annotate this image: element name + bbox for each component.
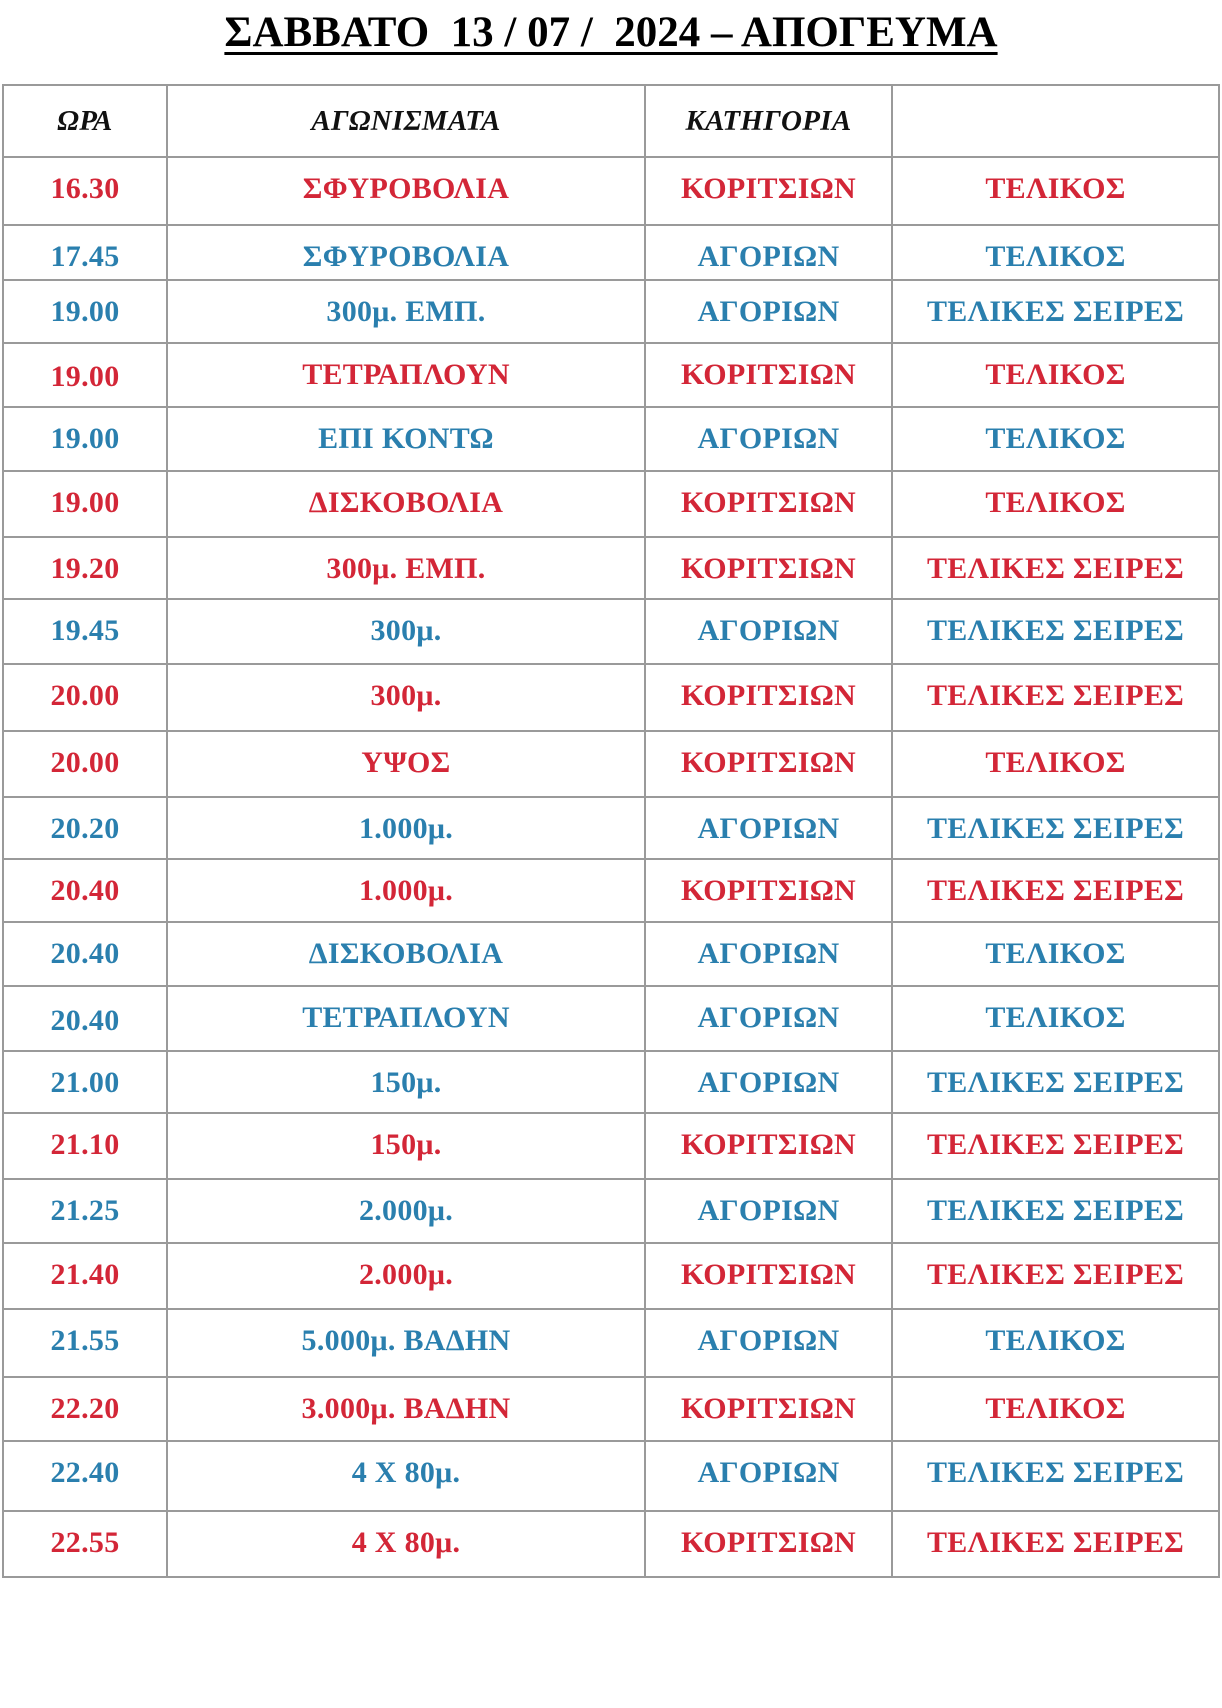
cell-event: 1.000μ.: [167, 797, 645, 859]
cell-event: 150μ.: [167, 1113, 645, 1179]
cell-category: ΑΓΟΡΙΩΝ: [645, 1441, 892, 1511]
page-title-text: ΣΑΒΒΑΤΟ 13 / 07 / 2024 – ΑΠΟΓΕΥΜΑ: [224, 9, 998, 56]
cell-time: 20.40: [3, 922, 167, 986]
table-row: [3, 859, 1219, 922]
table-row: [3, 280, 1219, 343]
header-phase: [892, 85, 1219, 157]
cell-category: ΑΓΟΡΙΩΝ: [645, 986, 892, 1051]
cell-category: ΚΟΡΙΤΣΙΩΝ: [645, 859, 892, 922]
cell-category: ΑΓΟΡΙΩΝ: [645, 280, 892, 343]
cell-category: ΑΓΟΡΙΩΝ: [645, 225, 892, 280]
cell-time: 22.40: [3, 1441, 167, 1511]
cell-event: 300μ. ΕΜΠ.: [167, 537, 645, 599]
cell-phase: ΤΕΛΙΚΕΣ ΣΕΙΡΕΣ: [892, 1051, 1219, 1113]
cell-event: 2.000μ.: [167, 1243, 645, 1309]
cell-phase: ΤΕΛΙΚΕΣ ΣΕΙΡΕΣ: [892, 599, 1219, 664]
cell-category: ΚΟΡΙΤΣΙΩΝ: [645, 343, 892, 407]
cell-time: 16.30: [3, 157, 167, 225]
cell-time: 21.00: [3, 1051, 167, 1113]
table-row: [3, 225, 1219, 280]
cell-event: 5.000μ. ΒΑΔΗΝ: [167, 1309, 645, 1377]
cell-category: ΑΓΟΡΙΩΝ: [645, 1051, 892, 1113]
table-row: [3, 1441, 1219, 1511]
cell-time: 21.10: [3, 1113, 167, 1179]
cell-phase: ΤΕΛΙΚΕΣ ΣΕΙΡΕΣ: [892, 1243, 1219, 1309]
cell-time: 19.45: [3, 599, 167, 664]
cell-event: 300μ. ΕΜΠ.: [167, 280, 645, 343]
header-time: ΩΡΑ: [3, 85, 167, 157]
cell-phase: ΤΕΛΙΚΕΣ ΣΕΙΡΕΣ: [892, 1441, 1219, 1511]
cell-event: ΣΦΥΡΟΒΟΛΙΑ: [167, 225, 645, 280]
cell-event: ΤΕΤΡΑΠΛΟΥΝ: [167, 343, 645, 407]
cell-time: 17.45: [3, 225, 167, 280]
cell-event: ΤΕΤΡΑΠΛΟΥΝ: [167, 986, 645, 1051]
cell-event: ΥΨΟΣ: [167, 731, 645, 797]
cell-event: ΣΦΥΡΟΒΟΛΙΑ: [167, 157, 645, 225]
table-row: [3, 471, 1219, 537]
table-row: [3, 1243, 1219, 1309]
cell-phase: ΤΕΛΙΚΟΣ: [892, 986, 1219, 1051]
cell-category: ΚΟΡΙΤΣΙΩΝ: [645, 664, 892, 731]
cell-phase: ΤΕΛΙΚΟΣ: [892, 922, 1219, 986]
cell-category: ΚΟΡΙΤΣΙΩΝ: [645, 157, 892, 225]
cell-time: 20.20: [3, 797, 167, 859]
cell-category: ΚΟΡΙΤΣΙΩΝ: [645, 471, 892, 537]
cell-time: 20.40: [3, 986, 167, 1051]
schedule-table-header: [3, 85, 1219, 157]
cell-event: 300μ.: [167, 664, 645, 731]
cell-event: 150μ.: [167, 1051, 645, 1113]
cell-phase: ΤΕΛΙΚΟΣ: [892, 731, 1219, 797]
cell-phase: ΤΕΛΙΚΕΣ ΣΕΙΡΕΣ: [892, 1113, 1219, 1179]
cell-time: 19.20: [3, 537, 167, 599]
header-event: ΑΓΩΝΙΣΜΑΤΑ: [167, 85, 645, 157]
cell-phase: ΤΕΛΙΚΕΣ ΣΕΙΡΕΣ: [892, 280, 1219, 343]
cell-time: 22.20: [3, 1377, 167, 1441]
cell-category: ΚΟΡΙΤΣΙΩΝ: [645, 1113, 892, 1179]
cell-category: ΑΓΟΡΙΩΝ: [645, 922, 892, 986]
table-row: [3, 537, 1219, 599]
cell-time: 19.00: [3, 343, 167, 407]
cell-category: ΑΓΟΡΙΩΝ: [645, 1309, 892, 1377]
cell-time: 20.40: [3, 859, 167, 922]
cell-event: ΔΙΣΚΟΒΟΛΙΑ: [167, 471, 645, 537]
cell-phase: ΤΕΛΙΚΟΣ: [892, 407, 1219, 471]
cell-event: 4 Χ 80μ.: [167, 1511, 645, 1577]
table-row: [3, 1179, 1219, 1243]
cell-category: ΚΟΡΙΤΣΙΩΝ: [645, 731, 892, 797]
cell-phase: ΤΕΛΙΚΟΣ: [892, 157, 1219, 225]
cell-category: ΚΟΡΙΤΣΙΩΝ: [645, 537, 892, 599]
page-title: [0, 4, 1222, 62]
table-row: [3, 664, 1219, 731]
header-row: [3, 85, 1219, 157]
cell-category: ΑΓΟΡΙΩΝ: [645, 407, 892, 471]
cell-phase: ΤΕΛΙΚΟΣ: [892, 225, 1219, 280]
table-row: [3, 986, 1219, 1051]
cell-category: ΚΟΡΙΤΣΙΩΝ: [645, 1377, 892, 1441]
cell-phase: ΤΕΛΙΚΕΣ ΣΕΙΡΕΣ: [892, 1511, 1219, 1577]
table-row: [3, 797, 1219, 859]
cell-phase: ΤΕΛΙΚΕΣ ΣΕΙΡΕΣ: [892, 859, 1219, 922]
cell-event: 1.000μ.: [167, 859, 645, 922]
cell-time: 21.55: [3, 1309, 167, 1377]
cell-time: 20.00: [3, 664, 167, 731]
cell-phase: ΤΕΛΙΚΕΣ ΣΕΙΡΕΣ: [892, 664, 1219, 731]
cell-category: ΑΓΟΡΙΩΝ: [645, 599, 892, 664]
table-row: [3, 343, 1219, 407]
cell-phase: ΤΕΛΙΚΟΣ: [892, 471, 1219, 537]
cell-event: 4 Χ 80μ.: [167, 1441, 645, 1511]
cell-category: ΚΟΡΙΤΣΙΩΝ: [645, 1243, 892, 1309]
cell-phase: ΤΕΛΙΚΟΣ: [892, 343, 1219, 407]
cell-category: ΑΓΟΡΙΩΝ: [645, 797, 892, 859]
cell-time: 22.55: [3, 1511, 167, 1577]
cell-time: 20.00: [3, 731, 167, 797]
cell-time: 19.00: [3, 407, 167, 471]
cell-phase: ΤΕΛΙΚΕΣ ΣΕΙΡΕΣ: [892, 537, 1219, 599]
cell-event: ΕΠΙ ΚΟΝΤΩ: [167, 407, 645, 471]
cell-event: 300μ.: [167, 599, 645, 664]
cell-event: 3.000μ. ΒΑΔΗΝ: [167, 1377, 645, 1441]
table-row: [3, 922, 1219, 986]
table-row: [3, 1051, 1219, 1113]
cell-event: ΔΙΣΚΟΒΟΛΙΑ: [167, 922, 645, 986]
header-category: ΚΑΤΗΓΟΡΙΑ: [645, 85, 892, 157]
cell-category: ΑΓΟΡΙΩΝ: [645, 1179, 892, 1243]
cell-category: ΚΟΡΙΤΣΙΩΝ: [645, 1511, 892, 1577]
cell-phase: ΤΕΛΙΚΕΣ ΣΕΙΡΕΣ: [892, 797, 1219, 859]
table-row: [3, 1309, 1219, 1377]
cell-time: 21.25: [3, 1179, 167, 1243]
cell-time: 19.00: [3, 471, 167, 537]
cell-event: 2.000μ.: [167, 1179, 645, 1243]
table-row: [3, 1113, 1219, 1179]
table-row: [3, 407, 1219, 471]
cell-phase: ΤΕΛΙΚΟΣ: [892, 1377, 1219, 1441]
table-row: [3, 731, 1219, 797]
table-row: [3, 1377, 1219, 1441]
table-row: [3, 157, 1219, 225]
cell-phase: ΤΕΛΙΚΟΣ: [892, 1309, 1219, 1377]
table-row: [3, 1511, 1219, 1577]
cell-time: 21.40: [3, 1243, 167, 1309]
table-row: [3, 599, 1219, 664]
cell-phase: ΤΕΛΙΚΕΣ ΣΕΙΡΕΣ: [892, 1179, 1219, 1243]
schedule-table: [2, 84, 1220, 1578]
cell-time: 19.00: [3, 280, 167, 343]
schedule-table-body: [3, 157, 1219, 1577]
